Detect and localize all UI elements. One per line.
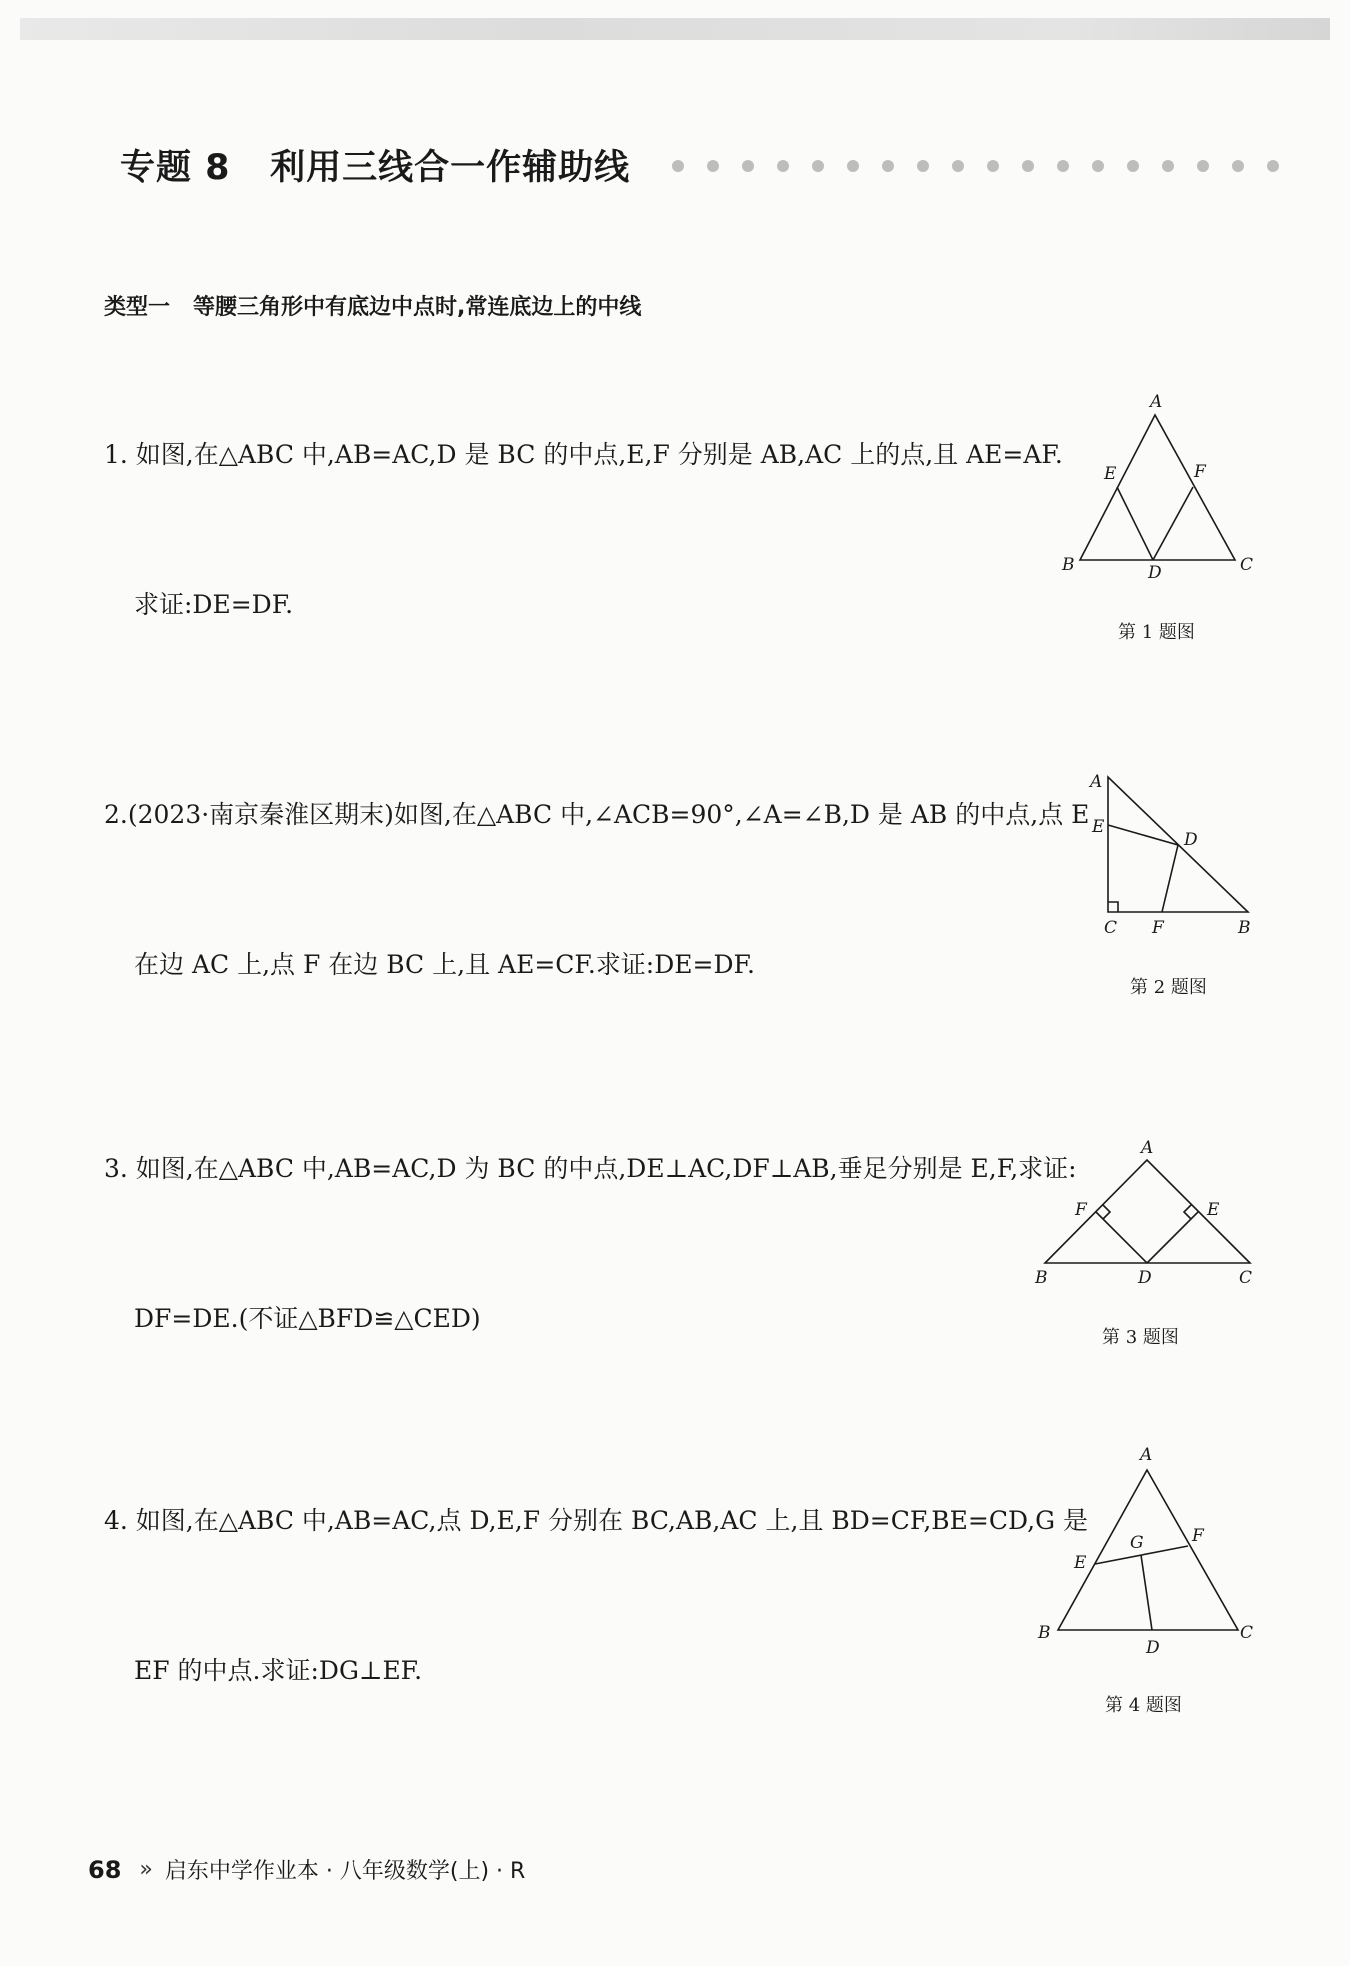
label-e: E bbox=[1074, 1553, 1087, 1573]
label-e: E bbox=[1207, 1200, 1220, 1220]
figure-2 bbox=[1080, 765, 1280, 940]
problem-1-line-2: 求证:DE=DF. bbox=[134, 590, 294, 619]
book-title: 启东中学作业本 · 八年级数学(上) · R bbox=[164, 1859, 526, 1884]
label-f: F bbox=[1192, 1526, 1204, 1546]
problem-2-line-1: 2.(2023·南京秦淮区期末)如图,在△ABC 中,∠ACB=90°,∠A=∠B,D 是 AB 的中点,点 E bbox=[104, 800, 1090, 829]
dot bbox=[707, 160, 719, 172]
section-title: 专题 8 利用三线合一作辅助线 bbox=[120, 148, 631, 188]
label-g: G bbox=[1130, 1533, 1144, 1553]
page-footer bbox=[88, 1854, 525, 1885]
label-d: D bbox=[1138, 1268, 1152, 1288]
dot bbox=[1022, 160, 1034, 172]
dot bbox=[1232, 160, 1244, 172]
type-heading: 类型一 等腰三角形中有底边中点时,常连底边上的中线 bbox=[104, 295, 642, 320]
scan-top-strip bbox=[20, 18, 1330, 40]
header-dot-rule bbox=[672, 160, 1302, 172]
segment-df bbox=[1096, 1212, 1147, 1263]
label-c: C bbox=[1104, 918, 1118, 938]
figure-1 bbox=[1050, 385, 1280, 585]
right-angle-mark-f bbox=[1103, 1205, 1110, 1219]
dot bbox=[812, 160, 824, 172]
dot bbox=[1197, 160, 1209, 172]
figure-4 bbox=[1030, 1438, 1270, 1658]
label-e: E bbox=[1092, 817, 1105, 837]
dot bbox=[917, 160, 929, 172]
label-a: A bbox=[1090, 772, 1103, 792]
figure-1-caption: 第 1 题图 bbox=[1118, 622, 1195, 643]
problem-2 bbox=[104, 690, 1089, 1040]
dot bbox=[1127, 160, 1139, 172]
segment-de bbox=[1117, 487, 1153, 560]
segment-df bbox=[1162, 845, 1178, 912]
dot bbox=[777, 160, 789, 172]
triangle-abc bbox=[1080, 415, 1235, 560]
label-d: D bbox=[1146, 1638, 1160, 1658]
figure-2-caption: 第 2 题图 bbox=[1130, 977, 1207, 998]
dot bbox=[742, 160, 754, 172]
label-b: B bbox=[1038, 1623, 1051, 1643]
figure-3-caption: 第 3 题图 bbox=[1102, 1327, 1179, 1348]
label-a: A bbox=[1150, 392, 1163, 412]
label-b: B bbox=[1062, 555, 1075, 575]
dot bbox=[882, 160, 894, 172]
problem-4 bbox=[104, 1396, 1088, 1746]
dot bbox=[1092, 160, 1104, 172]
label-b: B bbox=[1238, 918, 1251, 938]
label-a: A bbox=[1141, 1138, 1154, 1158]
problem-3 bbox=[104, 1044, 1077, 1394]
dot bbox=[952, 160, 964, 172]
label-c: C bbox=[1239, 1268, 1253, 1288]
problem-3-line-1: 3. 如图,在△ABC 中,AB=AC,D 为 BC 的中点,DE⊥AC,DF⊥AB,垂足分别是 E,F,求证: bbox=[104, 1154, 1077, 1183]
dot bbox=[672, 160, 684, 172]
label-e: E bbox=[1104, 464, 1117, 484]
segment-de bbox=[1147, 1212, 1198, 1263]
right-angle-mark bbox=[1108, 902, 1118, 912]
label-c: C bbox=[1240, 1623, 1254, 1643]
page-number: 68 bbox=[88, 1855, 122, 1884]
label-f: F bbox=[1075, 1200, 1087, 1220]
problem-1 bbox=[104, 330, 1063, 680]
figure-3 bbox=[1025, 1135, 1265, 1295]
right-angle-mark-e bbox=[1184, 1205, 1191, 1219]
dot bbox=[847, 160, 859, 172]
problem-1-line-1: 1. 如图,在△ABC 中,AB=AC,D 是 BC 的中点,E,F 分别是 AB,AC 上的点,且 AE=AF. bbox=[104, 440, 1063, 469]
problem-4-line-2: EF 的中点.求证:DG⊥EF. bbox=[134, 1656, 423, 1685]
dot bbox=[1267, 160, 1279, 172]
dot bbox=[1162, 160, 1174, 172]
label-d: D bbox=[1184, 830, 1198, 850]
chevron-icon: » bbox=[139, 1857, 153, 1882]
label-f: F bbox=[1194, 462, 1206, 482]
label-f: F bbox=[1152, 918, 1164, 938]
problem-2-line-2: 在边 AC 上,点 F 在边 BC 上,且 AE=CF.求证:DE=DF. bbox=[134, 950, 755, 979]
segment-gd bbox=[1141, 1555, 1152, 1630]
label-d: D bbox=[1148, 563, 1162, 583]
dot bbox=[1057, 160, 1069, 172]
label-c: C bbox=[1240, 555, 1254, 575]
label-a: A bbox=[1140, 1445, 1153, 1465]
problem-4-line-1: 4. 如图,在△ABC 中,AB=AC,点 D,E,F 分别在 BC,AB,AC 上,且 BD=CF,BE=CD,G 是 bbox=[104, 1506, 1088, 1535]
segment-df bbox=[1153, 487, 1193, 560]
section-header bbox=[120, 140, 630, 190]
problem-3-line-2: DF=DE.(不证△BFD≌△CED) bbox=[134, 1304, 481, 1333]
label-b: B bbox=[1035, 1268, 1048, 1288]
figure-4-caption: 第 4 题图 bbox=[1105, 1695, 1182, 1716]
dot bbox=[987, 160, 999, 172]
